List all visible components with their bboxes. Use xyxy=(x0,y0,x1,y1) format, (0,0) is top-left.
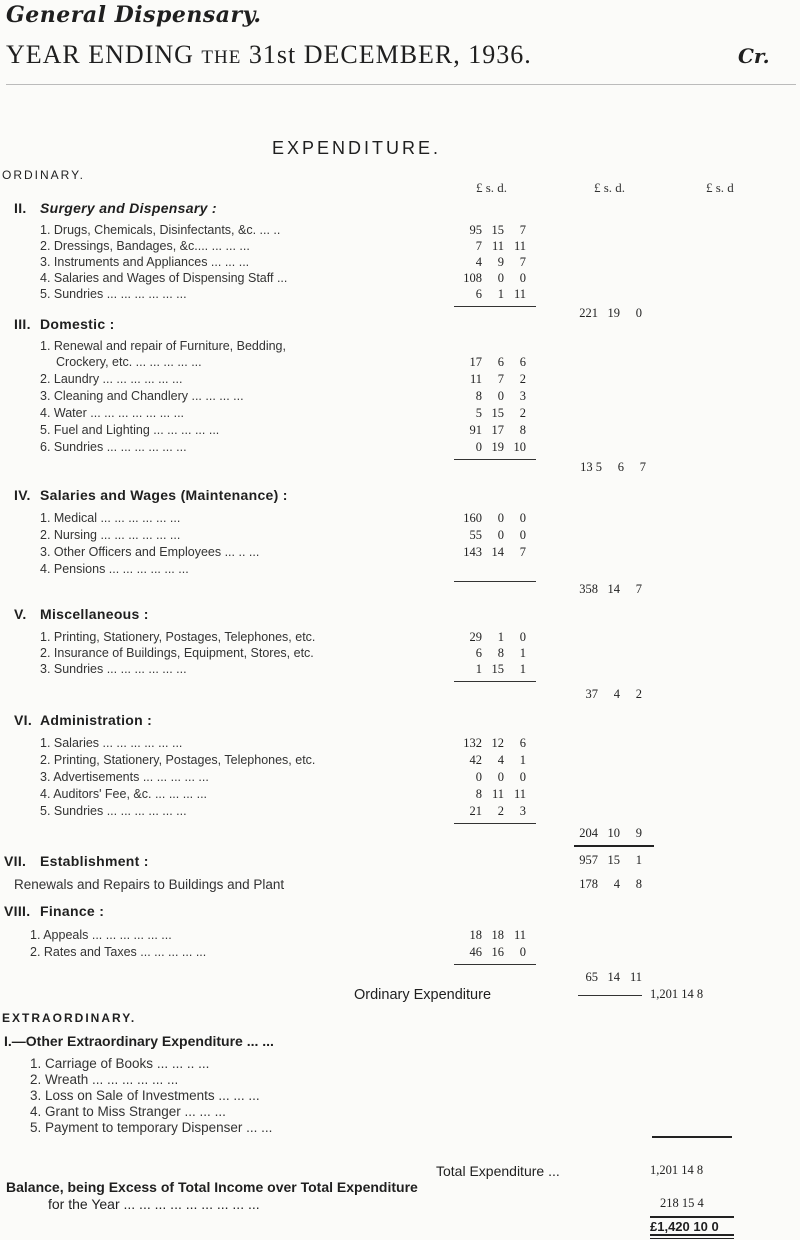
subtotal-rule xyxy=(454,581,536,582)
expenditure-title: EXPENDITURE. xyxy=(272,138,442,158)
item-label: 1. Renewal and repair of Furniture, Bedding, xyxy=(40,339,286,353)
extraordinary-subheading: I.—Other Extraordinary Expenditure ... ... xyxy=(4,1033,274,1049)
section-total: 204 10 9 xyxy=(579,826,642,840)
item-label: 5. Sundries ... ... ... ... ... ... xyxy=(40,287,187,301)
item-label: 3. Sundries ... ... ... ... ... ... xyxy=(40,662,187,676)
item-label: 1. Salaries ... ... ... ... ... ... xyxy=(40,736,183,750)
section-heading: IV. Salaries and Wages (Maintenance) : xyxy=(14,487,288,503)
item-amount: 4 9 7 xyxy=(475,255,526,269)
list-item: 5. Payment to temporary Dispenser ... ... xyxy=(30,1120,273,1135)
item-amount: 6 1 11 xyxy=(475,287,526,301)
grand-total-rule-2 xyxy=(650,1238,734,1239)
item-amount: 5 15 2 xyxy=(475,406,526,420)
item-label: 3. Instruments and Appliances ... ... ... xyxy=(40,255,250,269)
col-header-3: £ s. d xyxy=(706,180,734,195)
item-label: 5. Sundries ... ... ... ... ... ... xyxy=(40,804,187,818)
grand-total: £1,420 10 0 xyxy=(650,1219,719,1234)
grand-total-top-rule xyxy=(650,1216,734,1218)
item-amount: 21 2 3 xyxy=(469,804,526,818)
establishment-amount: 178 4 8 xyxy=(579,877,642,891)
item-amount: 17 6 6 xyxy=(469,355,526,369)
year-rest: 31st DECEMBER, 1936. xyxy=(248,40,532,69)
item-label: 1. Drugs, Chemicals, Disinfectants, &c. ... .. xyxy=(40,223,281,237)
item-label: 2. Rates and Taxes ... ... ... ... ... xyxy=(30,945,207,959)
ordinary-expenditure-label: Ordinary Expenditure xyxy=(354,987,492,1003)
subtotal-rule xyxy=(454,681,536,682)
section-total: 65 14 11 xyxy=(585,970,642,984)
item-label: 2. Laundry ... ... ... ... ... ... xyxy=(40,372,183,386)
item-label: Crockery, etc. ... ... ... ... ... xyxy=(56,355,202,369)
section-total: 13 5 6 7 xyxy=(580,460,646,474)
item-amount: 91 17 8 xyxy=(469,423,526,437)
item-amount: 0 19 10 xyxy=(475,440,526,454)
item-label: 1. Appeals ... ... ... ... ... ... xyxy=(30,928,172,942)
item-amount: 160 0 0 xyxy=(463,511,526,525)
item-amount: 18 18 11 xyxy=(469,928,526,942)
item-amount: 29 1 0 xyxy=(469,630,526,644)
item-amount: 6 8 1 xyxy=(475,646,526,660)
item-label: 2. Insurance of Buildings, Equipment, Stores, etc. xyxy=(40,646,314,660)
year-ending-line xyxy=(6,40,532,70)
dispensary-title: General Dispensary. xyxy=(6,2,262,28)
section-heading: VII. Establishment : xyxy=(4,853,149,869)
item-amount: 95 15 7 xyxy=(469,223,526,237)
item-amount: 42 4 1 xyxy=(469,753,526,767)
item-label: 4. Pensions ... ... ... ... ... ... xyxy=(40,562,189,576)
list-item: 1. Carriage of Books ... ... .. ... xyxy=(30,1056,210,1071)
item-amount: 11 7 2 xyxy=(469,372,526,386)
item-label: 3. Advertisements ... ... ... ... ... xyxy=(40,770,209,784)
item-amount: 55 0 0 xyxy=(469,528,526,542)
section-heading: VI. Administration : xyxy=(14,712,153,728)
item-label: 3. Other Officers and Employees ... .. ... xyxy=(40,545,260,559)
item-label: 1. Printing, Stationery, Postages, Telephones, etc. xyxy=(40,630,316,644)
extraordinary-label: EXTRAORDINARY. xyxy=(2,1011,137,1025)
item-label: 4. Auditors' Fee, &c. ... ... ... ... xyxy=(40,787,208,801)
item-label: 1. Medical ... ... ... ... ... ... xyxy=(40,511,181,525)
list-item: 3. Loss on Sale of Investments ... ... ... xyxy=(30,1088,260,1103)
item-label: 5. Fuel and Lighting ... ... ... ... ... xyxy=(40,423,220,437)
item-label: 2. Nursing ... ... ... ... ... ... xyxy=(40,528,181,542)
establishment-line: Renewals and Repairs to Buildings and Plant xyxy=(14,877,285,892)
item-label: 2. Printing, Stationery, Postages, Telephones, etc. xyxy=(40,753,316,767)
ordinary-expenditure-value: 1,201 14 8 xyxy=(650,987,704,1001)
header-rule xyxy=(6,84,796,85)
total-expenditure-value: 1,201 14 8 xyxy=(650,1163,704,1177)
item-label: 4. Salaries and Wages of Dispensing Staff ... xyxy=(40,271,288,285)
section-heading: III. Domestic : xyxy=(14,316,115,332)
ordinary-rule xyxy=(578,995,642,996)
item-amount: 143 14 7 xyxy=(463,545,526,559)
item-amount: 8 11 11 xyxy=(475,787,526,801)
item-amount: 132 12 6 xyxy=(463,736,526,750)
section-heading: VIII. Finance : xyxy=(4,903,105,919)
col-header-2: £ s. d. xyxy=(594,180,626,195)
subtotal-rule xyxy=(454,964,536,965)
balance-value: 218 15 4 xyxy=(660,1196,704,1210)
section-total: 37 4 2 xyxy=(585,687,642,701)
subtotal-rule xyxy=(454,823,536,824)
item-label: 3. Cleaning and Chandlery ... ... ... ... xyxy=(40,389,244,403)
subtotal-rule xyxy=(454,306,536,307)
ordinary-label: ORDINARY. xyxy=(2,168,85,182)
grand-total-rule-1 xyxy=(650,1234,734,1236)
section-heading: V. Miscellaneous : xyxy=(14,606,149,622)
total-expenditure-label: Total Expenditure ... xyxy=(436,1163,560,1179)
item-amount: 0 0 0 xyxy=(475,770,526,784)
item-label: 2. Dressings, Bandages, &c.... ... ... ... xyxy=(40,239,250,253)
item-amount: 8 0 3 xyxy=(475,389,526,403)
credit-mark: Cr. xyxy=(738,44,770,68)
extraordinary-rule xyxy=(652,1136,732,1138)
item-label: 6. Sundries ... ... ... ... ... ... xyxy=(40,440,187,454)
section-total: 358 14 7 xyxy=(579,582,642,596)
section-heading: II. Surgery and Dispensary : xyxy=(14,200,217,216)
list-item: 2. Wreath ... ... ... ... ... ... xyxy=(30,1072,179,1087)
item-amount: 108 0 0 xyxy=(463,271,526,285)
section-total: 221 19 0 xyxy=(579,306,642,320)
running-total: 957 15 1 xyxy=(579,853,642,867)
running-total-rule xyxy=(574,845,654,847)
subtotal-rule xyxy=(454,459,536,460)
balance-line-1: Balance, being Excess of Total Income over Total Expenditure xyxy=(6,1179,418,1195)
item-amount: 1 15 1 xyxy=(475,662,526,676)
item-amount: 46 16 0 xyxy=(469,945,526,959)
list-item: 4. Grant to Miss Stranger ... ... ... xyxy=(30,1104,226,1119)
item-label: 4. Water ... ... ... ... ... ... ... xyxy=(40,406,185,420)
col-header-1: £ s. d. xyxy=(476,180,508,195)
balance-line-2: for the Year ... ... ... ... ... ... ... ... ... xyxy=(48,1196,260,1212)
year-prefix: YEAR ENDING xyxy=(6,40,194,69)
item-amount: 7 11 11 xyxy=(475,239,526,253)
year-the: THE xyxy=(201,47,242,68)
